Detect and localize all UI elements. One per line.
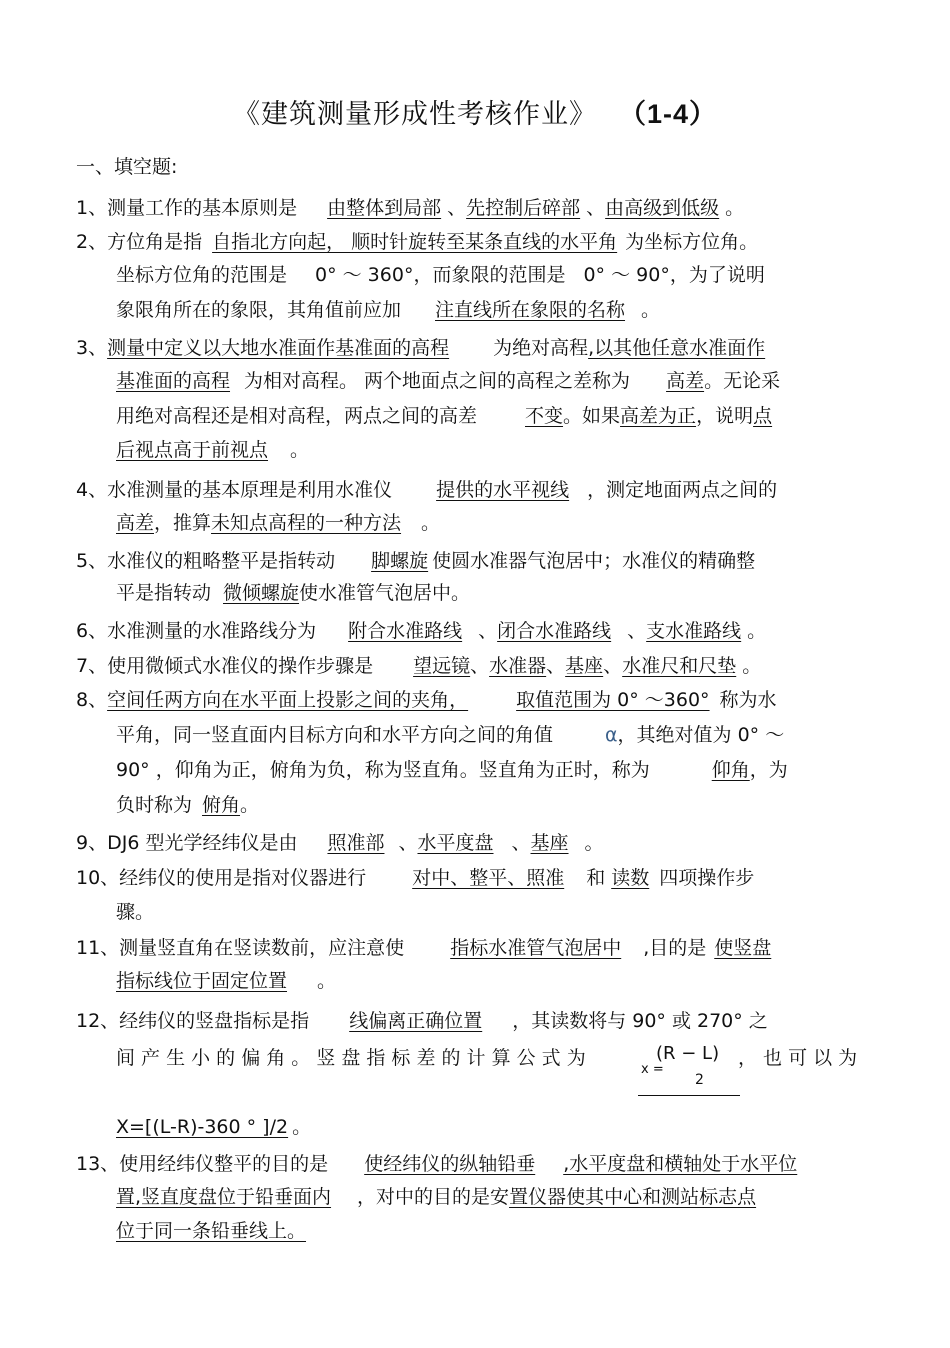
question-4-line-2: 高差，推算未知点高程的一种方法 。 — [116, 512, 441, 534]
answer-blank: 基准面的高程 — [116, 370, 231, 392]
answer-blank: 照准部 — [327, 832, 385, 854]
question-9: 9、DJ6 型光学经纬仪是由 照准部 、水平度盘 、基座 。 — [76, 832, 604, 854]
question-8-line-1: 8、空间任两方向在水平面上投影之间的夹角， 取值范围为 0° ～360° 称为水 — [76, 689, 777, 711]
answer-blank: 自指北方向起， 顺时针旋转至某条直线的水平角 — [212, 231, 618, 253]
answer-blank: 注直线所在象限的名称 — [435, 299, 626, 321]
answer-blank: 提供的水平视线 — [436, 479, 570, 501]
answer-blank: 望远镜 — [413, 655, 471, 677]
question-3-line-4: 后视点高于前视点 。 — [116, 439, 310, 461]
answer-blank: 取值范围为 0° ～360° — [516, 689, 710, 711]
question-12-line-1: 12、经纬仪的竖盘指标是指 线偏离正确位置 ，其读数将与 90° 或 270° 之 — [76, 1010, 768, 1032]
question-5-line-1: 5、水准仪的粗略整平是指转动 脚螺旋 使圆水准器气泡居中；水准仪的精确整 — [76, 550, 756, 572]
question-7: 7、使用微倾式水准仪的操作步骤是 望远镜、水准器、基座、水准尺和尺垫 。 — [76, 655, 762, 677]
index-error-formula — [638, 1040, 740, 1096]
answer-blank: 后视点高于前视点 — [116, 439, 269, 461]
question-2-line-2: 坐标方位角的范围是 0° ～ 360°，而象限的范围是 0° ～ 90°，为了说明 — [116, 264, 765, 286]
answer-blank: 支水准路线 — [646, 620, 742, 642]
question-13-line-3 — [116, 1218, 306, 1244]
question-4-line-1: 4、水准测量的基本原理是利用水准仪 提供的水平视线 ，测定地面两点之间的 — [76, 479, 778, 501]
question-8-line-2: 平角，同一竖直面内目标方向和水平方向之间的角值 α，其绝对值为 0° ～ — [116, 724, 785, 746]
question-8-line-4: 负时称为 俯角。 — [116, 794, 260, 816]
section-heading: 一、填空题: — [76, 156, 178, 178]
question-10-line-1: 10、经纬仪的使用是指对仪器进行 对中、整平、照准 和 读数 四项操作步 — [76, 867, 755, 889]
answer-blank: 指标水准管气泡居中 — [450, 937, 622, 959]
answer-blank: 高差 — [666, 370, 705, 392]
answer-blank: 水平度盘 — [417, 832, 494, 854]
title-text: 《建筑测量形成性考核作业》 — [232, 99, 597, 130]
answer-blank: 闭合水准路线 — [497, 620, 612, 642]
answer-blank: 基座 — [530, 832, 569, 854]
answer-blank: 空间任两方向在水平面上投影之间的夹角， — [107, 689, 469, 711]
answer-blank: 俯角 — [202, 794, 241, 816]
formula-denominator: 2 — [695, 1072, 704, 1088]
answer-blank: 置,竖直度盘位于铅垂面内 — [116, 1186, 332, 1208]
question-11-line-1: 11、测量竖直角在竖读数前，应注意使 指标水准管气泡居中 ,目的是 使竖盘 — [76, 937, 772, 959]
answer-blank: 先控制后碎部 — [466, 197, 581, 219]
answer-blank: 附合水准路线 — [348, 620, 463, 642]
answer-blank: 微倾螺旋 — [223, 582, 300, 604]
answer-blank: 位于同一条铅垂线上。 — [116, 1220, 307, 1242]
question-5-line-2: 平是指转动 微倾螺旋使水准管气泡居中。 — [116, 582, 471, 604]
answer-blank: 仰角 — [711, 759, 750, 781]
question-6: 6、水准测量的水准路线分为 附合水准路线 、闭合水准路线 、支水准路线 。 — [76, 620, 767, 642]
answer-blank: 由高级到低级 — [605, 197, 720, 219]
formula-x: x = — [641, 1062, 664, 1077]
answer-blank: 测量中定义以大地水准面作基准面的高程 — [107, 337, 450, 359]
question-3-line-1: 3、测量中定义以大地水准面作基准面的高程 为绝对高程,以其他任意水准面作 — [76, 337, 766, 359]
question-2-line-3: 象限角所在的象限，其角值前应加 注直线所在象限的名称 。 — [116, 299, 661, 321]
question-3-line-2: 基准面的高程 为相对高程。 两个地面点之间的高程之差称为 高差。无论采 — [116, 370, 781, 392]
question-11-line-2: 指标线位于固定位置 。 — [116, 970, 337, 992]
answer-blank: 使竖盘 — [714, 937, 772, 959]
answer-blank: 使经纬仪的纵轴铅垂 — [364, 1153, 536, 1175]
answer-blank: 由整体到局部 — [327, 197, 442, 219]
question-1: 1、测量工作的基本原则是 由整体到局部 、先控制后碎部 、由高级到低级 。 — [76, 197, 745, 219]
answer-blank: 不变 — [525, 405, 564, 427]
question-2-line-1: 2、方位角是指 自指北方向起， 顺时针旋转至某条直线的水平角 为坐标方位角。 — [76, 231, 759, 253]
question-8-line-3: 90° ，仰角为正，俯角为负，称为竖直角。竖直角为正时，称为 仰角，为 — [116, 759, 788, 781]
question-12-line-2: 间 产 生 小 的 偏 角 。 竖 盘 指 标 差 的 计 算 公 式 为 — [116, 1047, 586, 1069]
answer-blank: 基座 — [565, 655, 604, 677]
question-12-line-2-tail: ， 也 可 以 为 — [738, 1047, 858, 1069]
answer-blank: 高差 — [116, 512, 155, 534]
answer-blank: 线偏离正确位置 — [349, 1010, 483, 1032]
answer-blank: 对中、整平、照准 — [412, 867, 565, 889]
answer-blank: 水准尺和尺垫 — [622, 655, 737, 677]
question-13-line-1: 13、使用经纬仪整平的目的是 使经纬仪的纵轴铅垂 ,水平度盘和横轴处于水平位 — [76, 1153, 798, 1175]
question-10-line-2: 骤。 — [116, 901, 155, 923]
formula-numerator: (R − L) — [656, 1043, 720, 1064]
question-3-line-3: 用绝对高程还是相对高程，两点之间的高差 不变。如果高差为正，说明点 — [116, 405, 773, 427]
answer-blank: 读数 — [611, 867, 650, 889]
question-13-line-2: 置,竖直度盘位于铅垂面内 ，对中的目的是安置仪器使其中心和测站标志点 — [116, 1186, 757, 1208]
answer-blank: 指标线位于固定位置 — [116, 970, 288, 992]
answer-blank: 水准器 — [489, 655, 547, 677]
question-12-line-3: X=[(L-R)-360 ° ]/2 。 — [116, 1116, 312, 1138]
answer-blank: 脚螺旋 — [371, 550, 429, 572]
answer-blank: 未知点高程的一种方法 — [211, 512, 402, 534]
answer-blank: X=[(L-R)-360 ° ]/2 — [116, 1116, 289, 1138]
page-title — [0, 92, 950, 131]
alpha-symbol: α — [605, 724, 618, 746]
title-number: （1-4） — [618, 99, 718, 129]
answer-blank: 高差为正 — [620, 405, 697, 427]
